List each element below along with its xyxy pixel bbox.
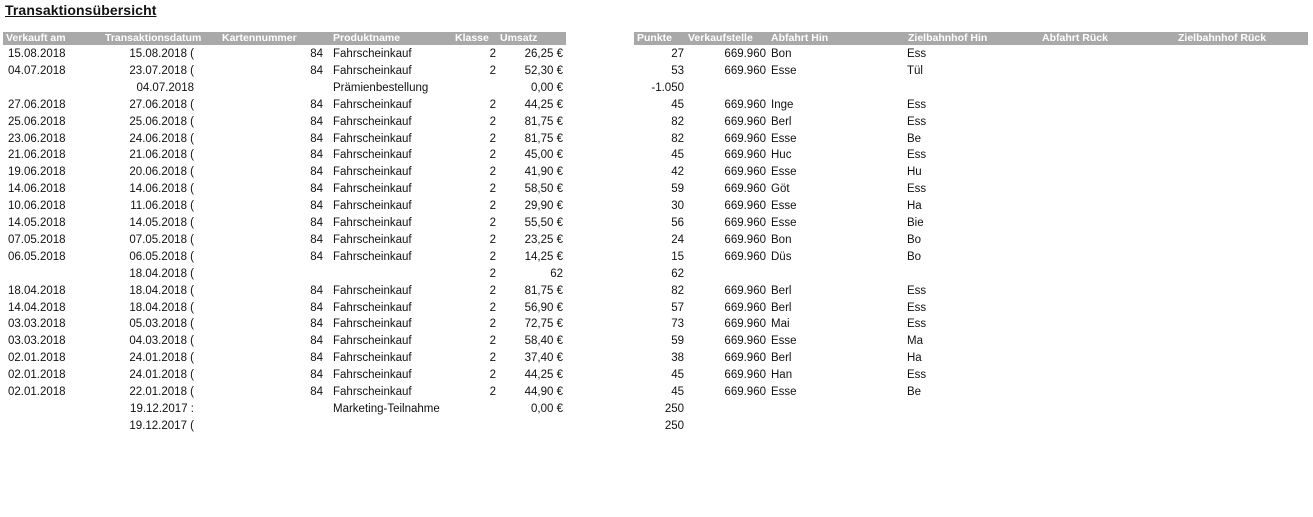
cell-klasse: 2 (489, 48, 496, 60)
table-row (0, 114, 1313, 131)
cell-kartennummer: 84 (310, 301, 323, 314)
cell-verkaufstelle: 669.960 (724, 352, 766, 365)
table-row (0, 63, 1313, 80)
cell-kartennummer: 84 (310, 217, 323, 229)
table-row (0, 232, 1313, 249)
cell-produktname: Fahrscheinkauf (333, 233, 412, 246)
header-punkte: Punkte (637, 32, 673, 44)
cell-produktname: Fahrscheinkauf (333, 352, 412, 365)
cell-verkaufstelle: 669.960 (724, 335, 766, 348)
cell-zielbahnhof-hin: Ess (907, 284, 927, 297)
cell-klasse: 2 (489, 115, 496, 128)
cell-kartennummer: 84 (310, 64, 323, 77)
cell-verkauft-am: 14.06.2018 (8, 183, 66, 196)
cell-kartennummer: 84 (310, 149, 323, 162)
cell-klasse: 2 (489, 335, 496, 348)
cell-abfahrt-hin: Göt (771, 183, 790, 196)
cell-verkauft-am: 15.08.2018 (8, 48, 66, 60)
cell-klasse: 2 (489, 369, 496, 382)
cell-produktname: Fahrscheinkauf (333, 98, 412, 111)
cell-kartennummer: 84 (310, 284, 323, 297)
cell-abfahrt-hin: Bon (771, 233, 792, 246)
cell-punkte: 82 (671, 115, 684, 128)
cell-umsatz: 41,90 € (524, 166, 563, 179)
cell-produktname: Fahrscheinkauf (333, 335, 412, 348)
cell-abfahrt-hin: Han (771, 369, 793, 382)
table-row (0, 46, 1313, 63)
table-row (0, 80, 1313, 97)
cell-klasse: 2 (489, 267, 496, 280)
cell-transaktionsdatum: 15.08.2018 ( (129, 48, 194, 60)
cell-kartennummer: 84 (310, 335, 323, 348)
cell-transaktionsdatum: 04.07.2018 (136, 81, 194, 94)
table-row (0, 418, 1313, 435)
cell-kartennummer: 84 (310, 48, 323, 60)
cell-abfahrt-hin: Berl (771, 301, 792, 314)
cell-verkaufstelle: 669.960 (724, 115, 766, 128)
cell-kartennummer: 84 (310, 352, 323, 365)
cell-kartennummer: 84 (310, 132, 323, 145)
cell-transaktionsdatum: 07.05.2018 ( (129, 233, 194, 246)
cell-verkauft-am: 02.01.2018 (8, 369, 66, 382)
cell-verkaufstelle: 669.960 (724, 48, 766, 60)
table-row (0, 97, 1313, 114)
table-row (0, 131, 1313, 148)
cell-umsatz: 45,00 € (524, 149, 563, 162)
cell-zielbahnhof-hin: Ess (907, 48, 927, 60)
cell-punkte: 59 (671, 183, 684, 196)
table-row (0, 198, 1313, 215)
cell-transaktionsdatum: 22.01.2018 ( (129, 386, 194, 398)
cell-produktname: Fahrscheinkauf (333, 284, 412, 297)
cell-umsatz: 81,75 € (524, 132, 563, 145)
cell-abfahrt-hin: Berl (771, 352, 792, 365)
cell-klasse: 2 (489, 352, 496, 365)
cell-produktname: Fahrscheinkauf (333, 149, 412, 162)
cell-zielbahnhof-hin: Be (907, 386, 922, 398)
cell-umsatz: 0,00 € (531, 402, 563, 415)
cell-kartennummer: 84 (310, 115, 323, 128)
cell-punkte: 15 (671, 250, 684, 263)
cell-punkte: 45 (671, 98, 684, 111)
cell-abfahrt-hin: Berl (771, 115, 792, 128)
cell-produktname: Fahrscheinkauf (333, 48, 412, 60)
cell-produktname: Marketing-Teilnahme (333, 402, 440, 415)
table-row (0, 181, 1313, 198)
cell-klasse: 2 (489, 166, 496, 179)
table-row (0, 367, 1313, 384)
cell-transaktionsdatum: 06.05.2018 ( (129, 250, 194, 263)
cell-transaktionsdatum: 05.03.2018 ( (129, 318, 194, 331)
cell-kartennummer: 84 (310, 250, 323, 263)
cell-produktname: Fahrscheinkauf (333, 115, 412, 128)
cell-produktname: Fahrscheinkauf (333, 301, 412, 314)
header-produktname: Produktname (333, 32, 401, 44)
cell-punkte: 45 (671, 386, 684, 398)
cell-produktname: Fahrscheinkauf (333, 64, 412, 77)
cell-zielbahnhof-hin: Ha (907, 200, 922, 213)
cell-punkte: 45 (671, 149, 684, 162)
cell-verkaufstelle: 669.960 (724, 250, 766, 263)
table-row (0, 384, 1313, 401)
cell-verkauft-am: 03.03.2018 (8, 335, 66, 348)
header-abfahrt-hin: Abfahrt Hin (771, 32, 829, 44)
cell-klasse: 2 (489, 149, 496, 162)
cell-verkauft-am: 03.03.2018 (8, 318, 66, 331)
cell-verkaufstelle: 669.960 (724, 200, 766, 213)
cell-transaktionsdatum: 11.06.2018 ( (130, 200, 194, 213)
header-zielbahnhof-hin: Zielbahnhof Hin (908, 32, 988, 44)
table-row (0, 266, 1313, 283)
cell-abfahrt-hin: Inge (771, 98, 794, 111)
cell-transaktionsdatum: 04.03.2018 ( (129, 335, 194, 348)
cell-verkaufstelle: 669.960 (724, 149, 766, 162)
cell-kartennummer: 84 (310, 369, 323, 382)
cell-produktname: Fahrscheinkauf (333, 318, 412, 331)
cell-verkauft-am: 07.05.2018 (8, 233, 66, 246)
cell-punkte: 53 (671, 64, 684, 77)
cell-verkaufstelle: 669.960 (724, 166, 766, 179)
cell-abfahrt-hin: Düs (771, 250, 792, 263)
cell-klasse: 2 (489, 217, 496, 229)
header-abfahrt-rueck: Abfahrt Rück (1042, 32, 1108, 44)
cell-umsatz: 55,50 € (524, 217, 563, 229)
cell-umsatz: 44,90 € (524, 386, 563, 398)
cell-verkaufstelle: 669.960 (724, 64, 766, 77)
cell-verkauft-am: 04.07.2018 (8, 64, 66, 77)
cell-punkte: 24 (671, 233, 684, 246)
cell-umsatz: 26,25 € (524, 48, 563, 60)
cell-produktname: Fahrscheinkauf (333, 200, 412, 213)
cell-umsatz: 62 (550, 267, 563, 280)
cell-verkaufstelle: 669.960 (724, 301, 766, 314)
cell-kartennummer: 84 (310, 233, 323, 246)
cell-abfahrt-hin: Huc (771, 149, 792, 162)
cell-klasse: 2 (489, 284, 496, 297)
cell-produktname: Fahrscheinkauf (333, 132, 412, 145)
page-title: Transaktionsübersicht (5, 2, 157, 18)
cell-abfahrt-hin: Esse (771, 217, 797, 229)
cell-verkauft-am: 21.06.2018 (8, 149, 66, 162)
cell-transaktionsdatum: 18.04.2018 ( (129, 267, 194, 280)
cell-verkaufstelle: 669.960 (724, 217, 766, 229)
cell-zielbahnhof-hin: Ha (907, 352, 922, 365)
cell-zielbahnhof-hin: Bie (907, 217, 924, 229)
cell-verkauft-am: 10.06.2018 (8, 200, 66, 213)
table-row (0, 316, 1313, 333)
cell-verkaufstelle: 669.960 (724, 132, 766, 145)
cell-umsatz: 56,90 € (524, 301, 563, 314)
cell-zielbahnhof-hin: Be (907, 132, 922, 145)
cell-abfahrt-hin: Esse (771, 166, 797, 179)
cell-punkte: 30 (671, 200, 684, 213)
cell-umsatz: 37,40 € (524, 352, 563, 365)
cell-klasse: 2 (489, 301, 496, 314)
cell-kartennummer: 84 (310, 318, 323, 331)
cell-punkte: 38 (671, 352, 684, 365)
cell-zielbahnhof-hin: Ess (907, 149, 927, 162)
cell-verkauft-am: 19.06.2018 (8, 166, 66, 179)
cell-abfahrt-hin: Mai (771, 318, 790, 331)
cell-umsatz: 52,30 € (524, 64, 563, 77)
cell-transaktionsdatum: 14.05.2018 ( (129, 217, 194, 229)
cell-zielbahnhof-hin: Ess (907, 318, 927, 331)
cell-verkauft-am: 18.04.2018 (8, 284, 66, 297)
cell-klasse: 2 (489, 183, 496, 196)
cell-verkaufstelle: 669.960 (724, 369, 766, 382)
table-row (0, 333, 1313, 350)
cell-produktname: Prämienbestellung (333, 81, 429, 94)
cell-transaktionsdatum: 20.06.2018 ( (129, 166, 194, 179)
cell-verkaufstelle: 669.960 (724, 318, 766, 331)
cell-verkauft-am: 23.06.2018 (8, 132, 66, 145)
cell-transaktionsdatum: 19.12.2017 ( (129, 419, 194, 432)
cell-klasse: 2 (489, 64, 496, 77)
cell-umsatz: 29,90 € (524, 200, 563, 213)
cell-klasse: 2 (489, 318, 496, 331)
cell-produktname: Fahrscheinkauf (333, 369, 412, 382)
table-row (0, 401, 1313, 418)
cell-abfahrt-hin: Esse (771, 64, 797, 77)
cell-punkte: -1.050 (651, 81, 684, 94)
header-umsatz: Umsatz (500, 32, 538, 44)
cell-verkauft-am: 14.04.2018 (8, 301, 66, 314)
cell-produktname: Fahrscheinkauf (333, 166, 412, 179)
cell-umsatz: 81,75 € (524, 115, 563, 128)
cell-verkaufstelle: 669.960 (724, 233, 766, 246)
cell-zielbahnhof-hin: Ess (907, 369, 927, 382)
cell-punkte: 57 (671, 301, 684, 314)
cell-zielbahnhof-hin: Bo (907, 250, 922, 263)
cell-umsatz: 72,75 € (524, 318, 563, 331)
cell-transaktionsdatum: 14.06.2018 ( (129, 183, 194, 196)
right-header-bar (634, 32, 1308, 45)
cell-verkauft-am: 02.01.2018 (8, 352, 66, 365)
cell-umsatz: 58,50 € (524, 183, 563, 196)
header-transaktionsdatum: Transaktionsdatum (105, 32, 202, 44)
cell-umsatz: 0,00 € (531, 81, 563, 94)
cell-zielbahnhof-hin: Ess (907, 301, 927, 314)
cell-punkte: 73 (671, 318, 684, 331)
cell-zielbahnhof-hin: Ess (907, 115, 927, 128)
cell-klasse: 2 (489, 98, 496, 111)
cell-punkte: 82 (671, 284, 684, 297)
cell-umsatz: 44,25 € (524, 98, 563, 111)
header-zielbahnhof-rueck: Zielbahnhof Rück (1178, 32, 1267, 44)
cell-umsatz: 23,25 € (524, 233, 563, 246)
cell-kartennummer: 84 (310, 200, 323, 213)
cell-transaktionsdatum: 24.01.2018 ( (129, 352, 194, 365)
cell-abfahrt-hin: Esse (771, 335, 797, 348)
cell-transaktionsdatum: 25.06.2018 ( (129, 115, 194, 128)
cell-zielbahnhof-hin: Hu (907, 166, 922, 179)
cell-transaktionsdatum: 21.06.2018 ( (129, 149, 194, 162)
cell-umsatz: 58,40 € (524, 335, 563, 348)
cell-verkaufstelle: 669.960 (724, 284, 766, 297)
cell-punkte: 62 (671, 267, 684, 280)
cell-punkte: 250 (664, 419, 684, 432)
cell-umsatz: 44,25 € (524, 369, 563, 382)
table-row (0, 164, 1313, 181)
cell-umsatz: 14,25 € (524, 250, 563, 263)
cell-verkauft-am: 06.05.2018 (8, 250, 66, 263)
header-verkauft-am: Verkauft am (6, 32, 66, 44)
cell-punkte: 59 (671, 335, 684, 348)
cell-punkte: 250 (664, 402, 684, 415)
table-row (0, 215, 1313, 232)
cell-klasse: 2 (489, 233, 496, 246)
cell-abfahrt-hin: Esse (771, 200, 797, 213)
cell-punkte: 27 (671, 48, 684, 60)
cell-transaktionsdatum: 24.01.2018 ( (129, 369, 194, 382)
cell-abfahrt-hin: Bon (771, 48, 792, 60)
cell-produktname: Fahrscheinkauf (333, 250, 412, 263)
cell-transaktionsdatum: 24.06.2018 ( (129, 132, 194, 145)
cell-klasse: 2 (489, 386, 496, 398)
table-row (0, 350, 1313, 367)
cell-kartennummer: 84 (310, 166, 323, 179)
cell-umsatz: 81,75 € (524, 284, 563, 297)
header-verkaufstelle: Verkaufstelle (688, 32, 753, 44)
cell-punkte: 56 (671, 217, 684, 229)
cell-transaktionsdatum: 27.06.2018 ( (129, 98, 194, 111)
cell-verkaufstelle: 669.960 (724, 183, 766, 196)
header-kartennummer: Kartennummer (222, 32, 297, 44)
cell-transaktionsdatum: 19.12.2017 : (130, 402, 194, 415)
header-klasse: Klasse (455, 32, 489, 44)
cell-klasse: 2 (489, 200, 496, 213)
cell-abfahrt-hin: Esse (771, 386, 797, 398)
table-row (0, 283, 1313, 300)
cell-transaktionsdatum: 18.04.2018 ( (129, 284, 194, 297)
cell-punkte: 82 (671, 132, 684, 145)
cell-verkauft-am: 02.01.2018 (8, 386, 66, 398)
cell-kartennummer: 84 (310, 386, 323, 398)
left-header-bar (3, 32, 566, 45)
cell-zielbahnhof-hin: Ma (907, 335, 923, 348)
cell-produktname: Fahrscheinkauf (333, 386, 412, 398)
cell-punkte: 42 (671, 166, 684, 179)
cell-punkte: 45 (671, 369, 684, 382)
cell-transaktionsdatum: 23.07.2018 ( (129, 64, 194, 77)
cell-zielbahnhof-hin: Bo (907, 233, 922, 246)
cell-verkauft-am: 14.05.2018 (8, 217, 66, 229)
cell-abfahrt-hin: Berl (771, 284, 792, 297)
cell-kartennummer: 84 (310, 183, 323, 196)
cell-produktname: Fahrscheinkauf (333, 217, 412, 229)
cell-transaktionsdatum: 18.04.2018 ( (129, 301, 194, 314)
cell-kartennummer: 84 (310, 98, 323, 111)
cell-klasse: 2 (489, 132, 496, 145)
table-row (0, 249, 1313, 266)
cell-produktname: Fahrscheinkauf (333, 183, 412, 196)
cell-verkauft-am: 27.06.2018 (8, 98, 66, 111)
table-row (0, 147, 1313, 164)
cell-verkaufstelle: 669.960 (724, 386, 766, 398)
cell-klasse: 2 (489, 250, 496, 263)
cell-zielbahnhof-hin: Ess (907, 98, 927, 111)
cell-zielbahnhof-hin: Ess (907, 183, 927, 196)
cell-zielbahnhof-hin: Tül (907, 64, 923, 77)
cell-abfahrt-hin: Esse (771, 132, 797, 145)
cell-verkaufstelle: 669.960 (724, 98, 766, 111)
cell-verkauft-am: 25.06.2018 (8, 115, 66, 128)
table-row (0, 300, 1313, 317)
